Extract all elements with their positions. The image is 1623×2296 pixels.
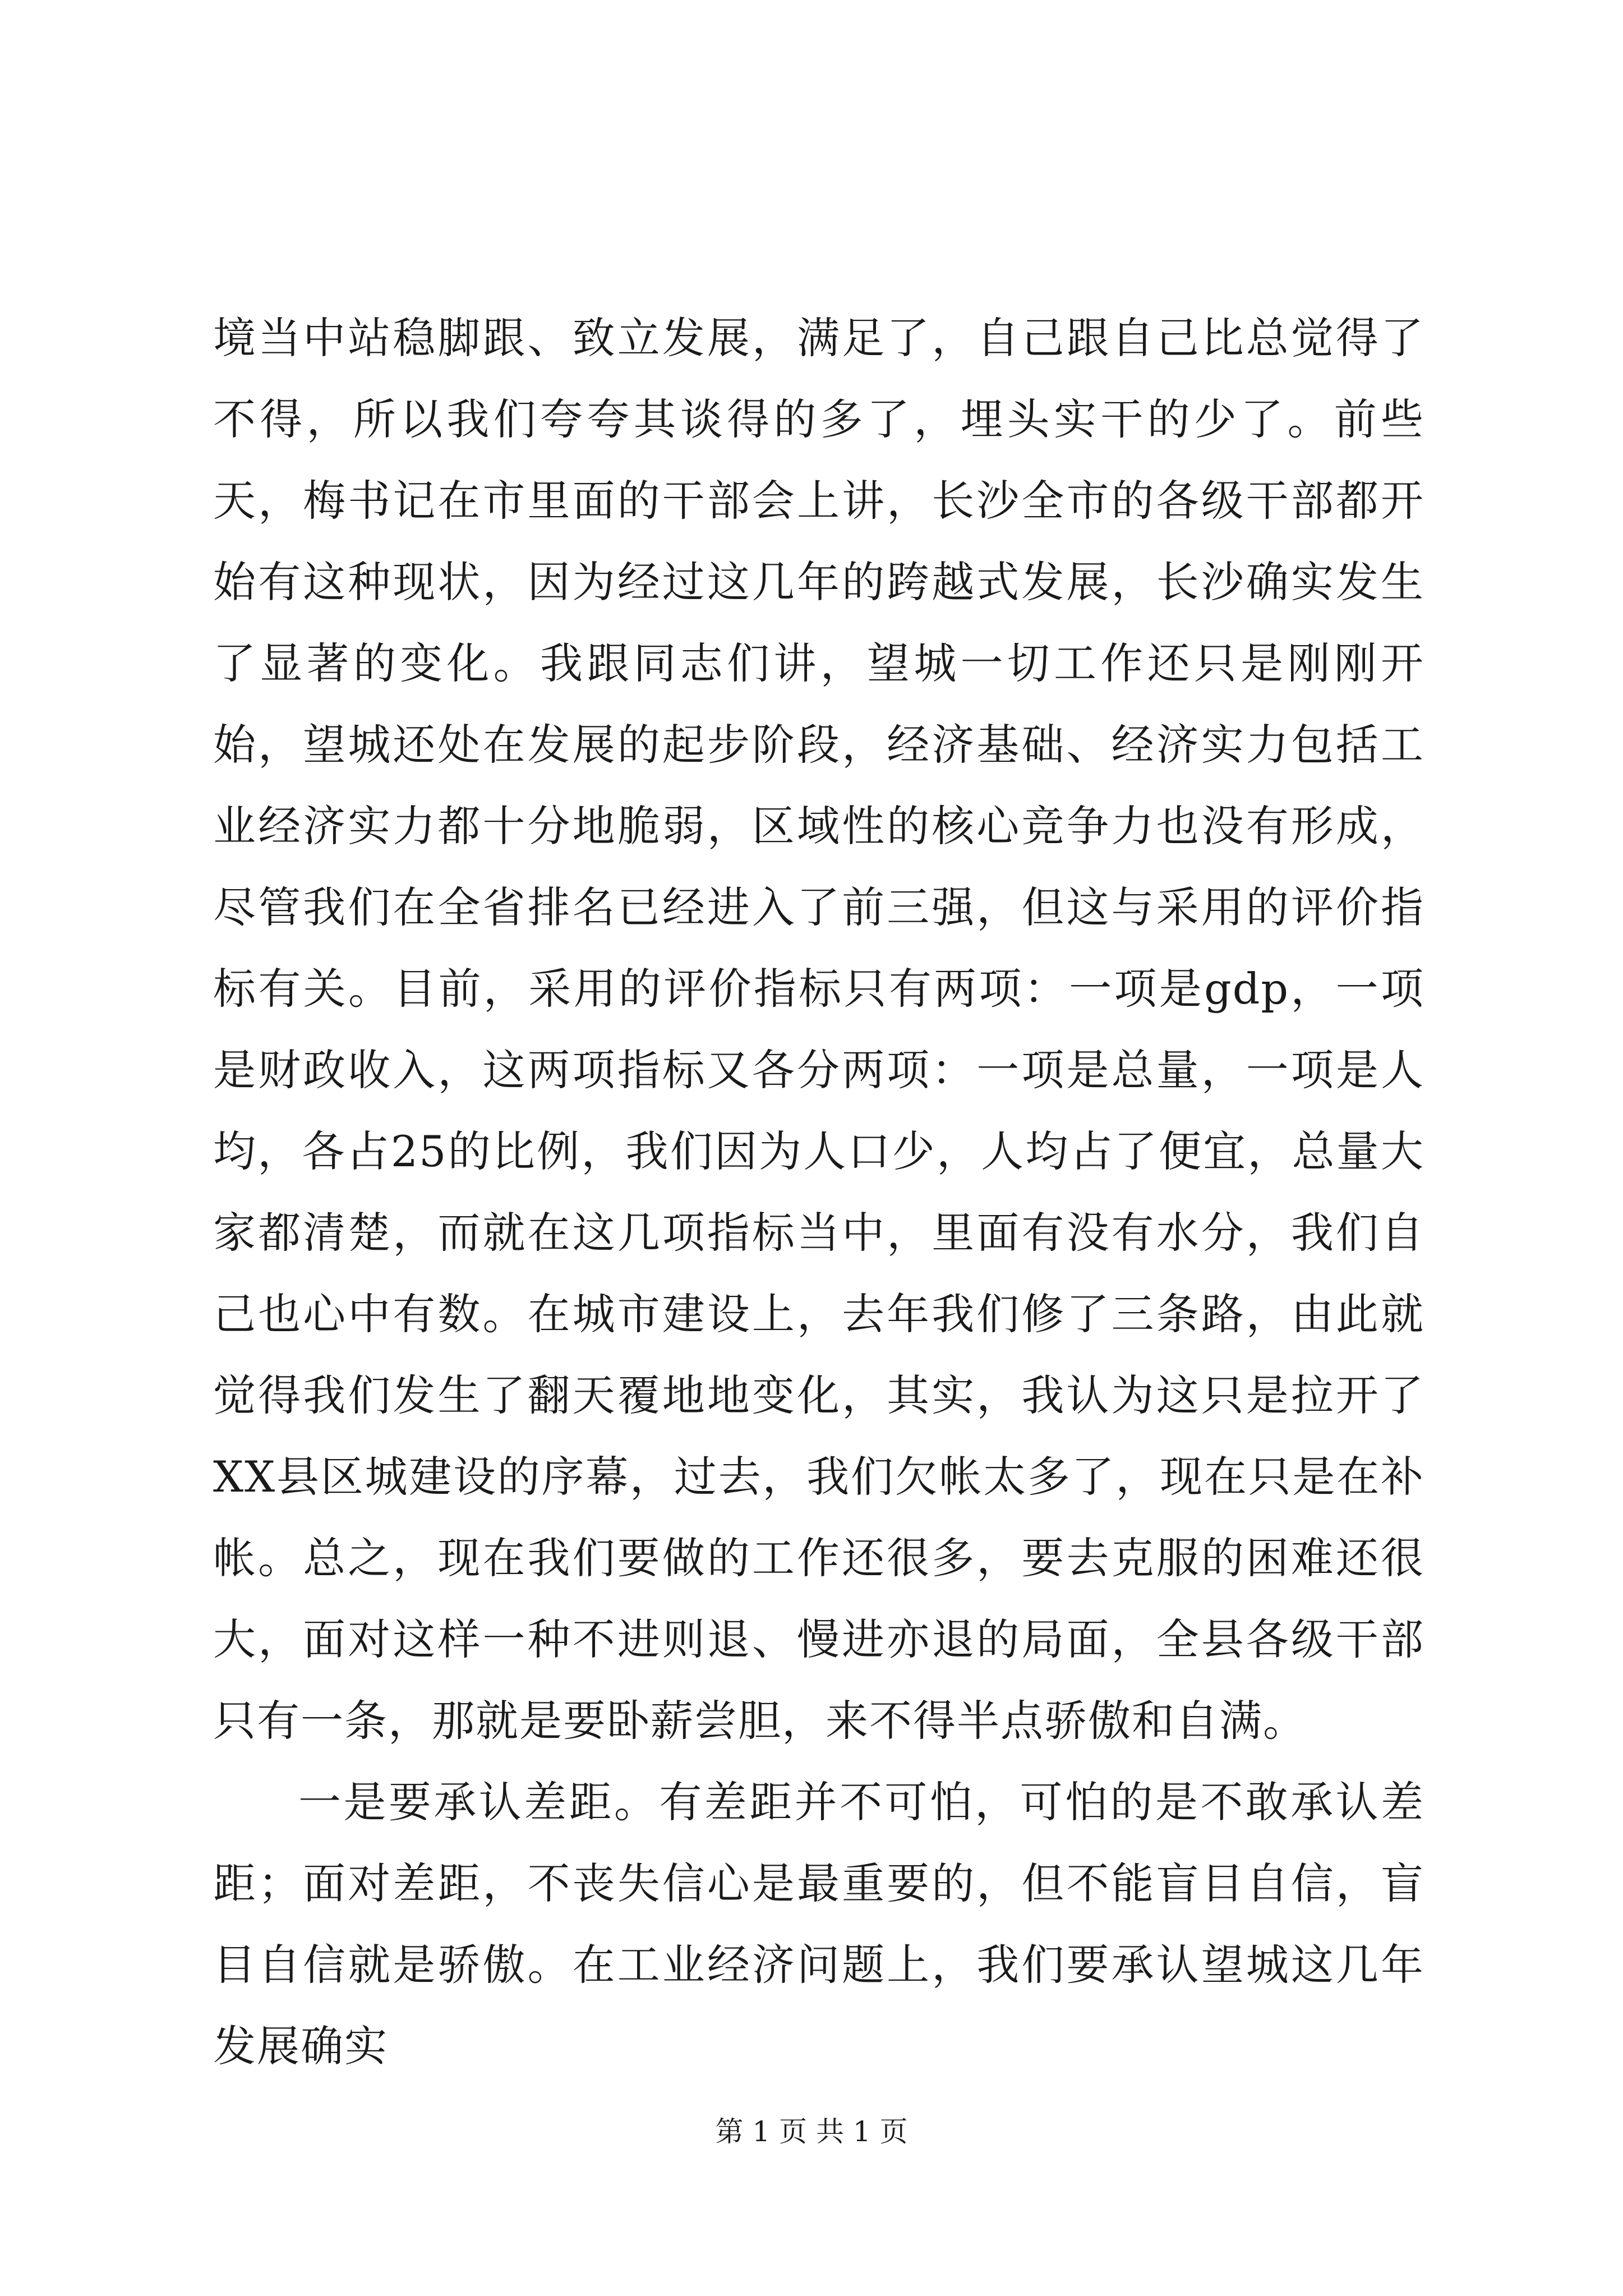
page-footer: 第 1 页 共 1 页 xyxy=(715,2115,908,2148)
paragraph-1: 境当中站稳脚跟、致立发展，满足了，自己跟自己比总觉得了不得，所以我们夸夸其谈得的多了，埋头实干的少了。前些天，梅书记在市里面的干部会上讲，长沙全市的各级干部都开始有这种现状，因为经过这几年的跨越式发展，长沙确实发生了显著的变化。我跟同志们讲，望城一切工作还只是刚刚开始，望城还处在发展的起步阶段，经济基础、经济实力包括工业经济实力都十分地脆弱，区域性的核心竞争力也没有形成，尽管我们在全省排名已经进入了前三强，但这与采用的评价指标有关。目前，采用的评价指标只有两项：一项是gdp，一项是财政收入，这两项指标又各分两项：一项是总量，一项是人均，各占25的比例，我们因为人口少，人均占了便宜，总量大家都清楚，而就在这几项指标当中，里面有没有水分，我们自己也心中有数。在城市建设上，去年我们修了三条路，由此就觉得我们发生了翻天覆地地变化，其实，我认为这只是拉开了XX县区城建设的序幕，过去，我们欠帐太多了，现在只是在补帐。总之，现在我们要做的工作还很多，要去克服的困难还很大，面对这样一种不进则退、慢进亦退的局面，全县各级干部只有一条，那就是要卧薪尝胆，来不得半点骄傲和自满。 xyxy=(213,313,1424,1746)
paragraph-2: 一是要承认差距。有差距并不可怕，可怕的是不敢承认差距；面对差距，不丧失信心是最重要的，但不能盲目自信，盲目自信就是骄傲。在工业经济问题上，我们要承认望城这几年发展确实 xyxy=(213,1777,1424,2071)
document-body xyxy=(213,297,1424,2087)
